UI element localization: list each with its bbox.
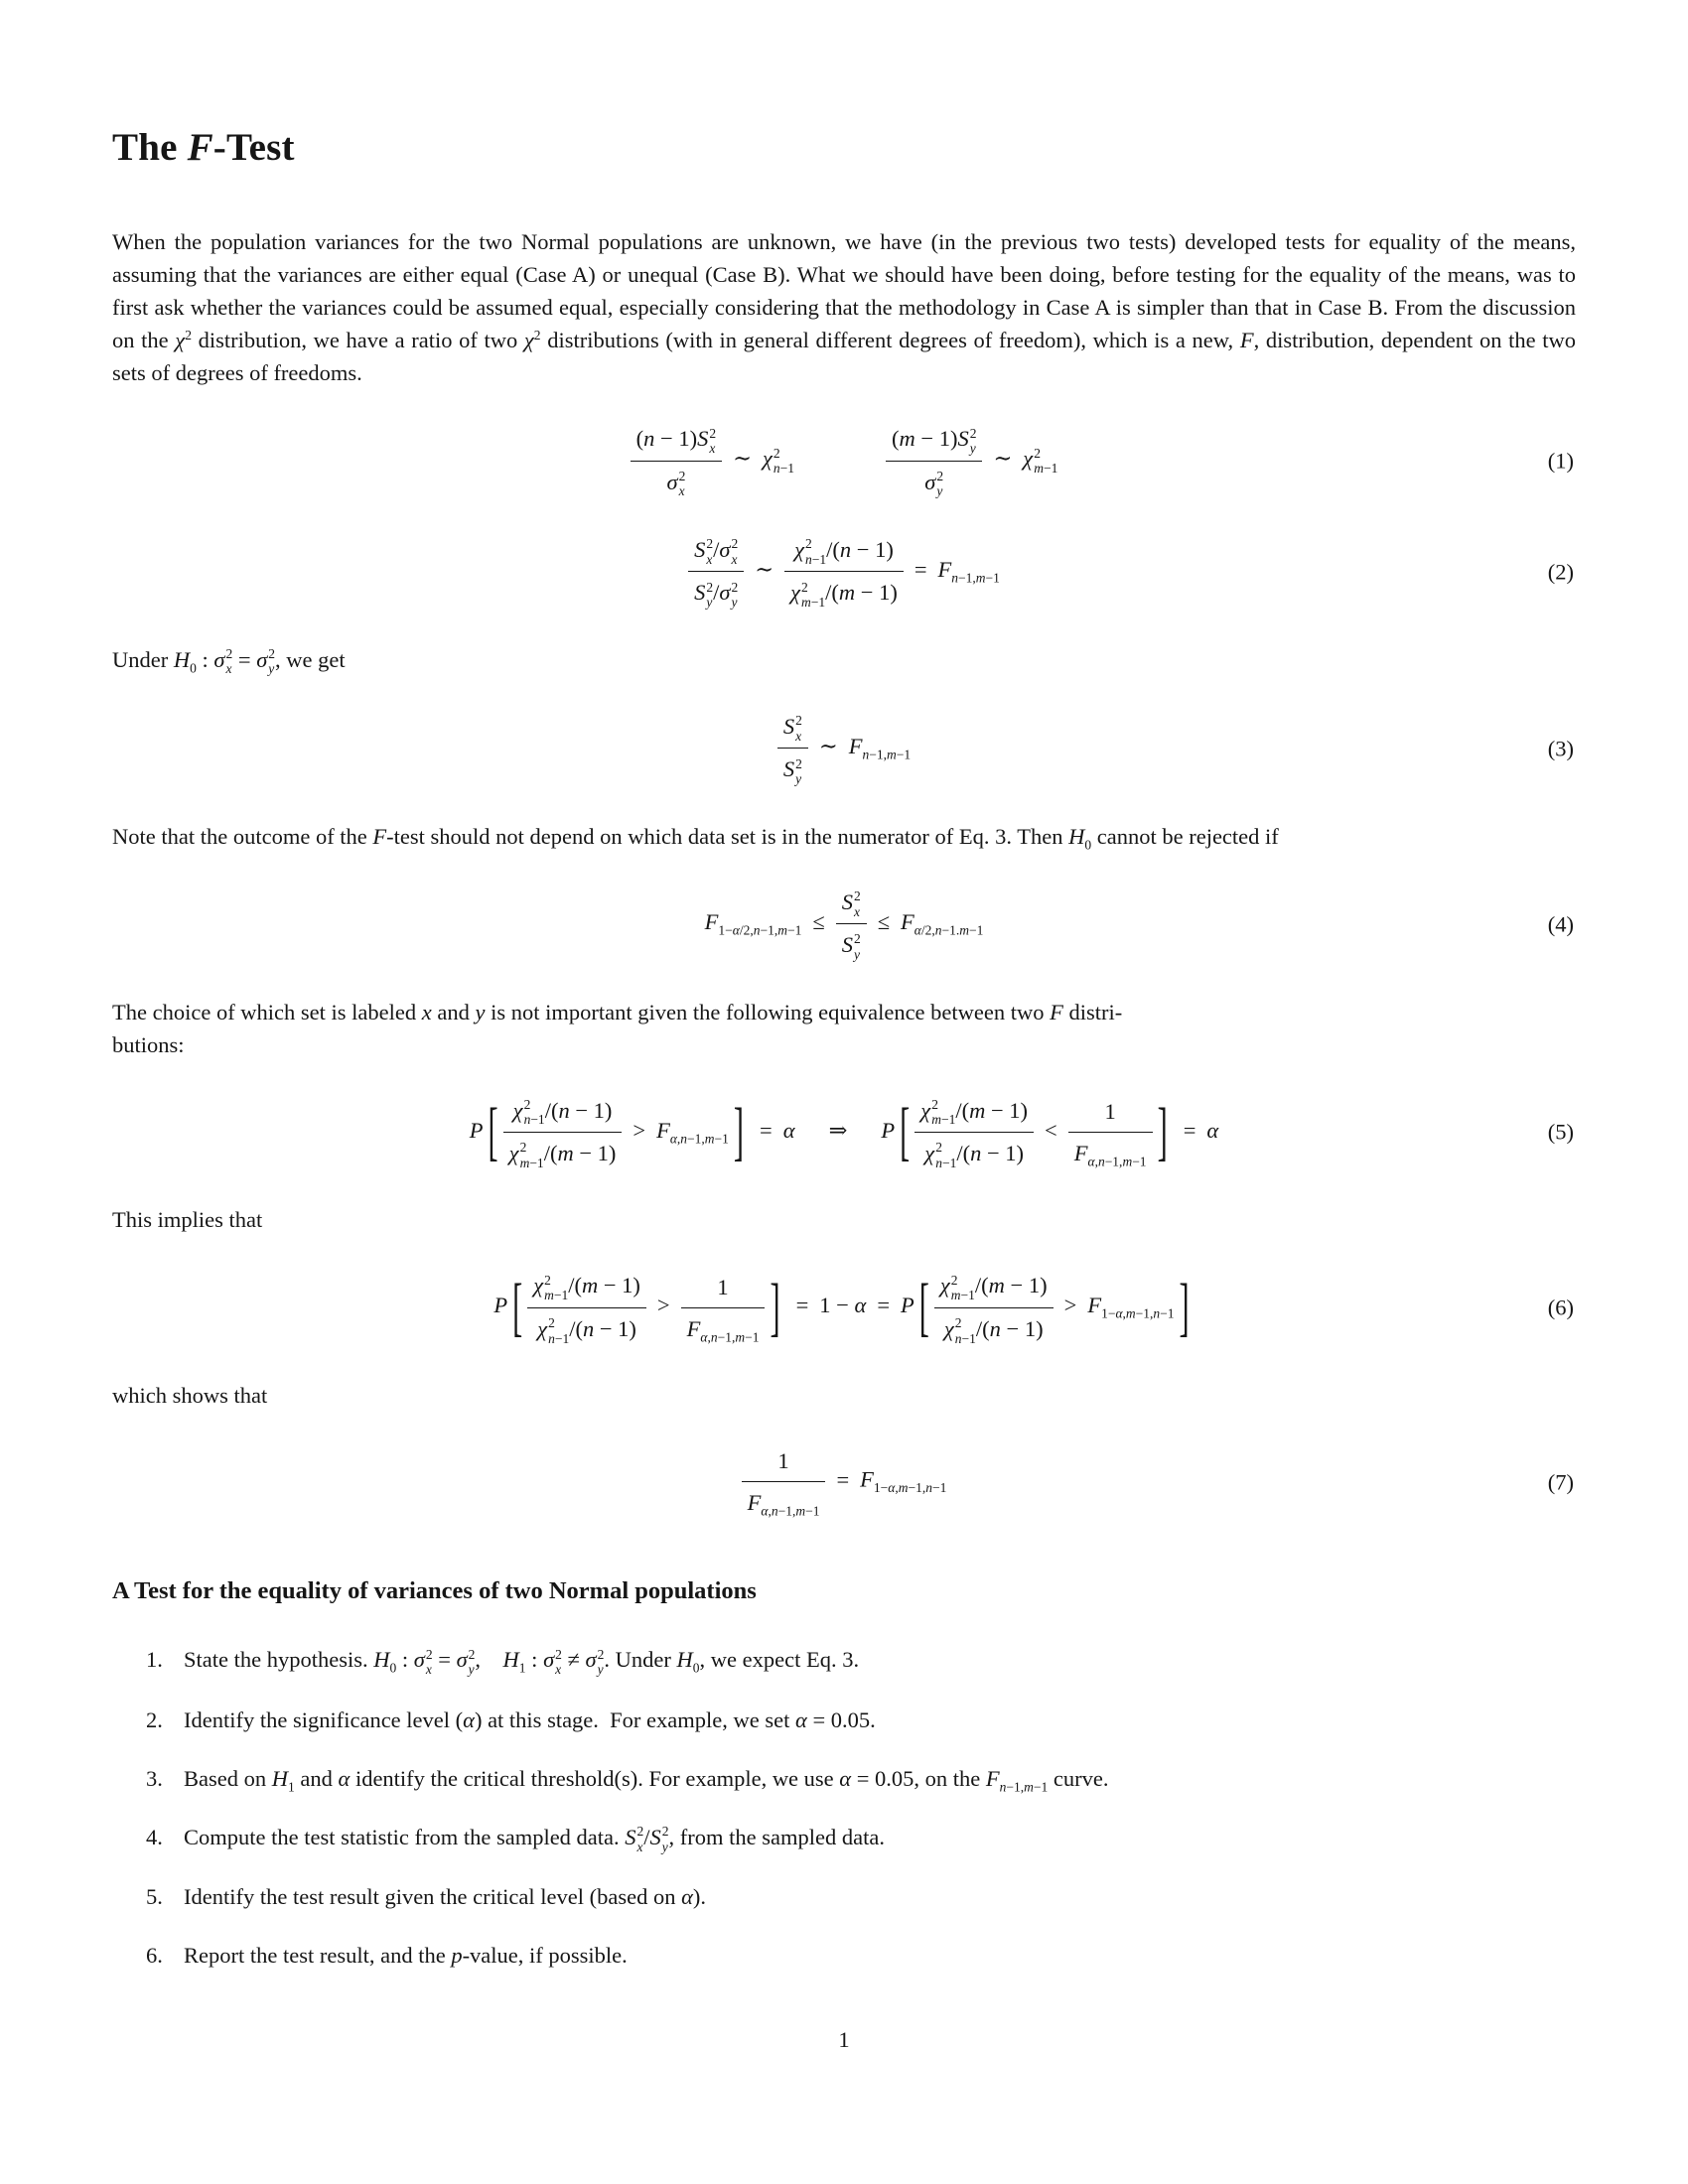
list-item [112, 1762, 1576, 1795]
document-page [112, 127, 1576, 1997]
equation-6-number: (6) [1547, 1295, 1574, 1320]
equation-2-number: (2) [1547, 559, 1574, 585]
equation-4-body: $F_{1-\alpha/2,n-1,m-1}$ ≤ S 2 x S 2 y ≤ $F_{\alpha/2,n-1.m-1}$ [705, 885, 984, 964]
list-item [112, 1939, 1576, 1972]
section-heading: A Test for the equality of variances of two Normal populations [112, 1577, 757, 1605]
equation-1-body: (n − 1)S 2 x σ 2 x ∼ χ 2 n−1 (m − 1)S 2 y σ 2 y ∼ χ 2 m−1 [631, 421, 1058, 500]
equation-1 [112, 421, 1576, 500]
equation-7 [112, 1443, 1576, 1520]
equation-3-body: S 2 x S 2 y ∼ $F_{n-1,m-1}$ [777, 709, 911, 788]
equation-2 [112, 532, 1576, 612]
shows-line: which shows that [112, 1383, 268, 1409]
list-item-number: 6. [146, 1943, 163, 1969]
list-item-number: 2. [146, 1706, 163, 1732]
list-item [112, 1821, 1576, 1854]
note-paragraph: Note that the outcome of the F-test should not depend on which data set is in the numerator of Eq. 3. Then $H_0$ cannot be rejected if [112, 823, 1279, 853]
equation-7-number: (7) [1547, 1469, 1574, 1495]
equation-5-number: (5) [1547, 1119, 1574, 1145]
under-h0-line: Under $H_0$ : σ 2 x = σ 2 y , we get [112, 645, 346, 677]
list-item [112, 1880, 1576, 1913]
equation-6-body: P [ χ 2 m−1 /(m − 1) χ 2 n−1 /(n − 1) > $\frac{1}{F_{\alpha,n-1,m-1}}$ ] = 1 − α = P [ χ 2 m−1 /(m − 1) χ 2 n−1 /(n − 1) > $F_{1-\alpha,m-1,n-1}$ ] [493, 1268, 1194, 1347]
equation-4-number: (4) [1547, 911, 1574, 937]
equation-3-number: (3) [1547, 736, 1574, 761]
intro-paragraph: When the population variances for the two Normal populations are unknown, we have (in the previous two tests) developed tests for equality of the means, assuming that the variances are either equal (Case A) or unequal (Case B). What we should have been doing, before testing for the equality of the means, was to first ask whether the variances could be assumed equal, especially considering that the methodology in Case A is simpler than that in Case B. From the discussion on the $\chi^2$ distribution, we have a ratio of two $\chi^2$ distributions (with in general different degrees of freedom), which is a new, F, distribution, dependent on the two sets of degrees of freedoms. [112, 228, 1576, 386]
equation-4 [112, 885, 1576, 964]
list-item-number: 3. [146, 1765, 163, 1791]
list-item [112, 1704, 1576, 1736]
list-item-text: Identify the test result given the critical level (based on α). [184, 1884, 707, 1910]
choice-paragraph: The choice of which set is labeled x and y is not important given the following equivalence between two F distri- butions: [112, 999, 1123, 1057]
list-item-number: 1. [146, 1647, 163, 1673]
implies-line: This implies that [112, 1207, 263, 1233]
equation-2-body: S 2 x /σ 2 x S 2 y /σ 2 y ∼ χ 2 n−1 /(n − 1) χ 2 m−1 /(m − 1) = $F_{n-1,m-1}$ [688, 532, 1000, 612]
equation-5 [112, 1093, 1576, 1172]
page-title: The F-Test [112, 126, 295, 169]
procedure-list [112, 1643, 1576, 1972]
page-number: 1 [838, 2027, 850, 2052]
list-item [112, 1643, 1576, 1677]
list-item-text: Based on $H_1$ and α identify the critical threshold(s). For example, we use α = 0.05, on the $F_{n-1,m-1}$ curve. [184, 1765, 1109, 1795]
list-item-number: 5. [146, 1884, 163, 1910]
equation-6 [112, 1268, 1576, 1347]
equation-1-number: (1) [1547, 448, 1574, 474]
list-item-text: Identify the significance level (α) at this stage. For example, we set α = 0.05. [184, 1706, 876, 1732]
list-item-number: 4. [146, 1824, 163, 1849]
list-item-text: Compute the test statistic from the sampled data. S 2 x /S 2 y , from the sampled data. [184, 1824, 885, 1854]
equation-3 [112, 709, 1576, 788]
equation-7-body: $\frac{1}{F_{\alpha,n-1,m-1}}$ = $F_{1-\alpha,m-1,n-1}$ [742, 1443, 947, 1520]
equation-5-body: P [ χ 2 n−1 /(n − 1) χ 2 m−1 /(m − 1) > $F_{\alpha,n-1,m-1}$ ] = α ⇒ P [ χ 2 m−1 /(m − 1) χ 2 n−1 /(n − 1) < $\frac{1}{F_{\alpha,n-1,m-1}}$ ] = α [470, 1093, 1218, 1172]
list-item-text: Report the test result, and the p-value, if possible. [184, 1943, 628, 1969]
list-item-text: State the hypothesis. $H_0$ : σ 2 x = σ 2 y , $H_1$ : σ 2 x ≠ σ 2 y . Under $H_0$, we expect Eq. 3. [184, 1646, 860, 1678]
